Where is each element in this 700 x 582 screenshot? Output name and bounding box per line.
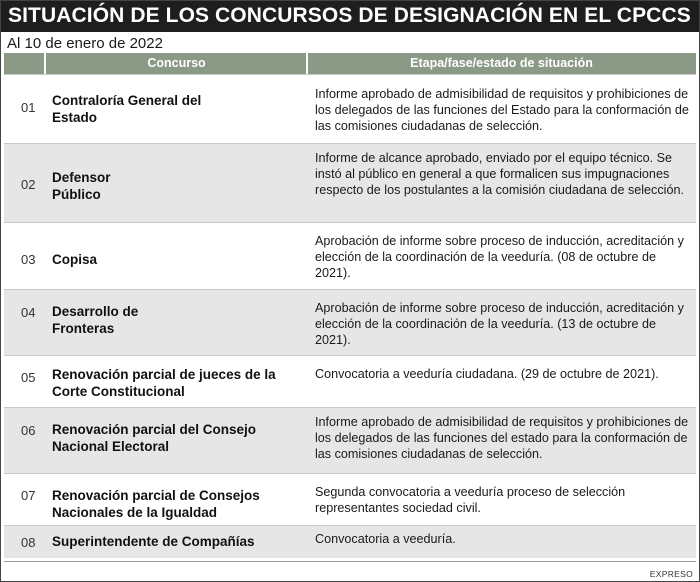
contest-name: Contraloría General del Estado bbox=[52, 93, 202, 125]
contests-table bbox=[4, 53, 696, 550]
contest-status: Informe aprobado de admisibilidad de requisitos y prohibiciones de los delegados de las funciones del estado para la conformación de las comisiones ciudadanas de selección. bbox=[315, 415, 689, 461]
table-row bbox=[4, 222, 696, 290]
table-row bbox=[4, 407, 696, 474]
contest-status: Convocatoria a veeduría. bbox=[315, 532, 456, 546]
source-credit: EXPRESO bbox=[649, 569, 693, 579]
contest-status: Aprobación de informe sobre proceso de inducción, acreditación y elección de la coordinación de la veeduría. (08 de octubre de 2021). bbox=[315, 234, 684, 280]
date-subtitle: Al 10 de enero de 2022 bbox=[7, 35, 163, 52]
row-number: 03 bbox=[21, 252, 36, 267]
contest-name: Renovación parcial de Consejos Nacionales de la Igualdad bbox=[52, 488, 260, 520]
table-row bbox=[4, 473, 696, 526]
table-row bbox=[4, 74, 696, 144]
contest-name: Renovación parcial del Consejo Nacional Electoral bbox=[52, 422, 257, 454]
page-title: SITUACIÓN DE LOS CONCURSOS DE DESIGNACIÓN EN EL CPCCS bbox=[8, 4, 691, 27]
table-row bbox=[4, 355, 696, 408]
contest-status: Aprobación de informe sobre proceso de inducción, acreditación y elección de la coordinación de la veeduría. (13 de octubre de 2021). bbox=[315, 301, 684, 347]
header-etapa: Etapa/fase/estado de situación bbox=[410, 56, 593, 70]
row-number: 08 bbox=[21, 535, 36, 550]
contest-name: Defensor Público bbox=[52, 170, 111, 202]
contest-status: Informe aprobado de admisibilidad de requisitos y prohibiciones de los delegados de las funciones del Estado para la conformación de las comisiones ciudadanas de selección. bbox=[315, 87, 689, 133]
contest-status: Convocatoria a veeduría ciudadana. (29 de octubre de 2021). bbox=[315, 367, 659, 381]
row-number: 02 bbox=[21, 177, 36, 192]
contest-name: Desarrollo de Fronteras bbox=[52, 304, 139, 336]
table-row bbox=[4, 289, 696, 356]
contest-name: Renovación parcial de jueces de la Corte Constitucional bbox=[52, 367, 276, 399]
row-number: 06 bbox=[21, 423, 36, 438]
title-bar bbox=[1, 1, 699, 32]
contest-name: Superintendente de Compañías bbox=[52, 534, 255, 549]
row-number: 01 bbox=[21, 100, 36, 115]
contest-status: Informe de alcance aprobado, enviado por el equipo técnico. Se instó al público en general a que formalicen sus impugnaciones respecto de los postulantes a la comisión ciudadana de selección. bbox=[315, 151, 684, 197]
row-number: 07 bbox=[21, 488, 36, 503]
table-row bbox=[4, 525, 696, 558]
row-number: 05 bbox=[21, 370, 36, 385]
row-number: 04 bbox=[21, 305, 36, 320]
contest-status: Segunda convocatoria a veeduría proceso de selección representantes sociedad civil. bbox=[315, 485, 626, 515]
contest-name: Copisa bbox=[52, 252, 98, 267]
header-concurso: Concurso bbox=[147, 56, 206, 70]
header-divider bbox=[306, 53, 308, 74]
header-divider bbox=[44, 53, 46, 74]
table-row bbox=[4, 143, 696, 223]
table-header bbox=[4, 53, 696, 74]
bottom-divider bbox=[4, 561, 696, 562]
